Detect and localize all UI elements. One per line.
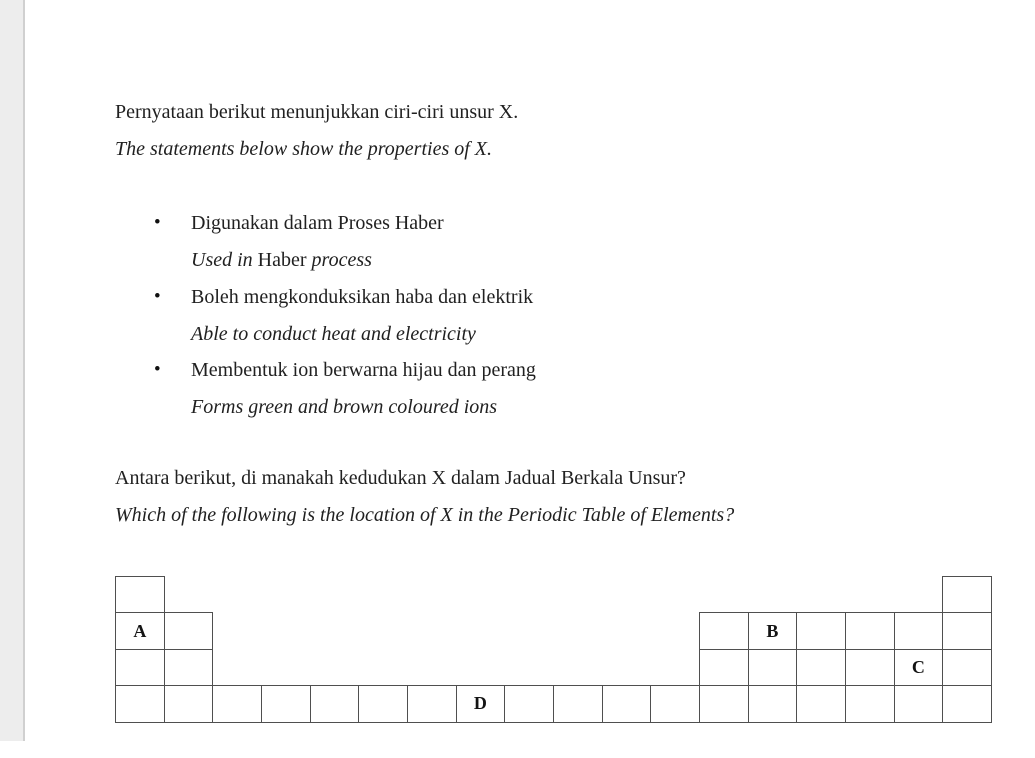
element-cell (943, 577, 992, 613)
spacer-cell (213, 649, 262, 685)
element-cell (894, 686, 943, 722)
bullet-1-malay: Digunakan dalam Proses Haber (191, 212, 444, 234)
option-cell-C: C (894, 649, 943, 685)
element-cell (505, 686, 554, 722)
spacer-cell (651, 613, 700, 649)
bullet-icon: • (154, 359, 161, 380)
spacer-cell (359, 577, 408, 613)
intro-text-malay: Pernyataan berikut menunjukkan ciri-ciri unsur X. (115, 101, 519, 123)
element-cell (943, 649, 992, 685)
spacer-cell (797, 577, 846, 613)
bullet-icon: • (154, 286, 161, 307)
spacer-cell (310, 649, 359, 685)
element-cell (748, 649, 797, 685)
spacer-cell (310, 577, 359, 613)
spacer-cell (456, 577, 505, 613)
spacer-cell (407, 613, 456, 649)
element-cell (699, 613, 748, 649)
spacer-cell (359, 613, 408, 649)
option-cell-A: A (116, 613, 165, 649)
element-cell (164, 686, 213, 722)
spacer-cell (213, 577, 262, 613)
spacer-cell (359, 649, 408, 685)
spacer-cell (602, 649, 651, 685)
spacer-cell (505, 613, 554, 649)
element-cell (845, 649, 894, 685)
element-cell (845, 686, 894, 722)
bullet-2-malay: Boleh mengkonduksikan haba dan elektrik (191, 286, 534, 308)
element-cell (699, 686, 748, 722)
bullet-3-malay: Membentuk ion berwarna hijau dan perang (191, 359, 536, 381)
element-cell (116, 649, 165, 685)
element-cell (164, 613, 213, 649)
question-text-english: Which of the following is the location of X in the Periodic Table of Elements? (115, 504, 735, 526)
spacer-cell (456, 649, 505, 685)
spacer-cell (505, 649, 554, 685)
question-text-malay: Antara berikut, di manakah kedudukan X dalam Jadual Berkala Unsur? (115, 467, 686, 489)
spacer-cell (651, 577, 700, 613)
spacer-cell (261, 577, 310, 613)
text-fragment: process (311, 249, 372, 271)
bullet-1-english (191, 248, 372, 272)
element-cell (699, 649, 748, 685)
element-cell (845, 613, 894, 649)
bullet-2-english: Able to conduct heat and electricity (191, 323, 476, 345)
text-fragment: Haber (252, 249, 312, 271)
text-fragment: Used in (191, 249, 253, 271)
spacer-cell (553, 649, 602, 685)
spacer-cell (164, 577, 213, 613)
spacer-cell (407, 577, 456, 613)
periodic-table-body (116, 577, 992, 723)
element-cell (943, 613, 992, 649)
spacer-cell (261, 613, 310, 649)
element-cell (797, 649, 846, 685)
bullet-3-english: Forms green and brown coloured ions (191, 396, 498, 418)
element-cell (797, 613, 846, 649)
spacer-cell (699, 577, 748, 613)
bullet-icon: • (154, 212, 161, 233)
spacer-cell (748, 577, 797, 613)
spacer-cell (553, 613, 602, 649)
spacer-cell (456, 613, 505, 649)
spacer-cell (553, 577, 602, 613)
spacer-cell (261, 649, 310, 685)
element-cell (164, 649, 213, 685)
periodic-table-outline (115, 576, 992, 723)
spacer-cell (602, 613, 651, 649)
element-cell (651, 686, 700, 722)
spacer-cell (505, 577, 554, 613)
element-cell (894, 613, 943, 649)
spacer-cell (407, 649, 456, 685)
element-cell (407, 686, 456, 722)
spacer-cell (310, 613, 359, 649)
element-cell (261, 686, 310, 722)
option-cell-D: D (456, 686, 505, 722)
page-margin-strip (0, 0, 25, 741)
element-cell (116, 686, 165, 722)
element-cell (213, 686, 262, 722)
element-cell (748, 686, 797, 722)
element-cell (943, 686, 992, 722)
element-cell (116, 577, 165, 613)
element-cell (553, 686, 602, 722)
intro-text-english: The statements below show the properties of X. (115, 138, 493, 160)
spacer-cell (213, 613, 262, 649)
element-cell (797, 686, 846, 722)
spacer-cell (894, 577, 943, 613)
option-cell-B: B (748, 613, 797, 649)
periodic-table-diagram (115, 576, 992, 723)
element-cell (602, 686, 651, 722)
spacer-cell (845, 577, 894, 613)
element-cell (359, 686, 408, 722)
spacer-cell (602, 577, 651, 613)
element-cell (310, 686, 359, 722)
spacer-cell (651, 649, 700, 685)
